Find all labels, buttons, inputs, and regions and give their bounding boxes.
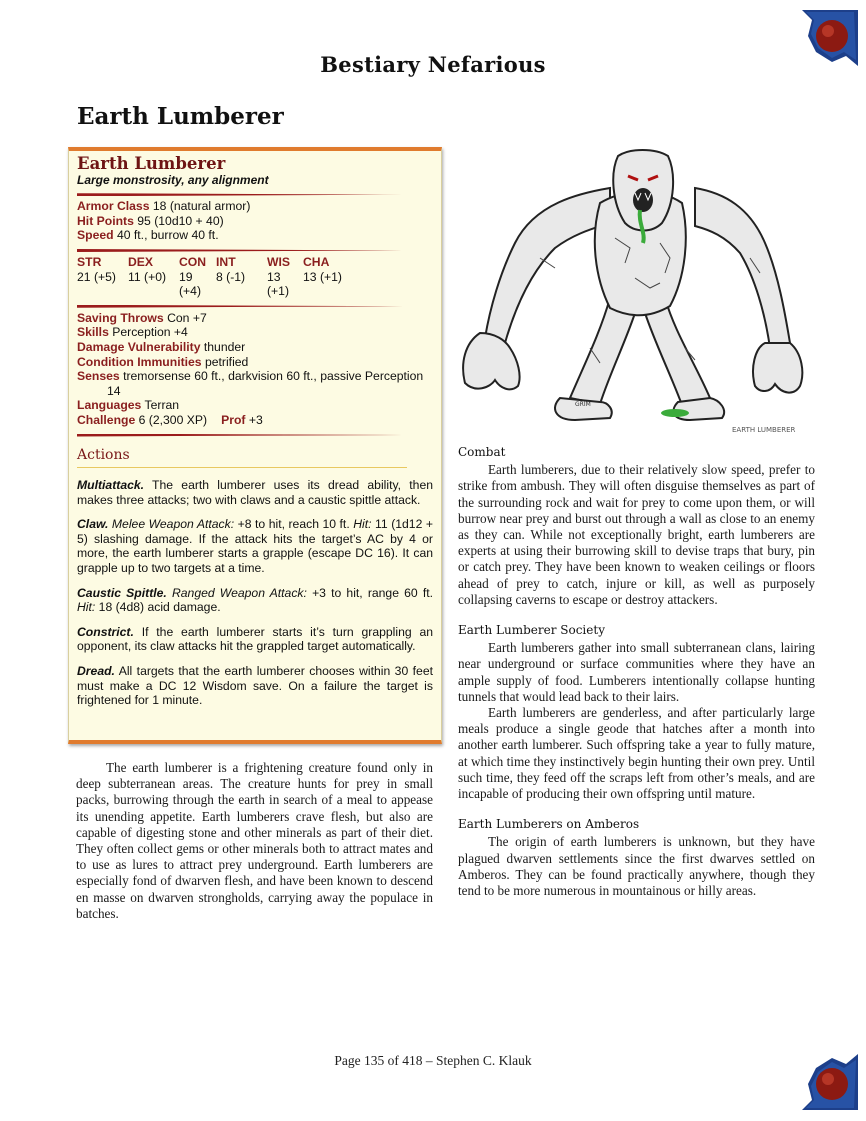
action-constrict: Constrict. If the earth lumberer starts it’s turn grappling an opponent, its claw attacks hit the grappled target automatically. bbox=[77, 624, 433, 654]
ability-name: WIS bbox=[267, 254, 291, 269]
section-heading: Combat bbox=[458, 445, 506, 459]
skills-line: Skills Perception +4 bbox=[77, 325, 188, 340]
body-paragraph: The earth lumberer is a frightening creature found only in deep subterranean areas. The creature hunts for prey in small packs, burrowing through the earth in search of a meal to appease its unending appetite. Earth lumberers crave flesh, but also are capable of digesting stone and other minerals as part of their diet. They often collect gems or other minerals both to attract mates and to use as lures to attract prey underground. Earth lumberers are especially fond of dwarven flesh, and have been known to descend en masse on dwarven strongholds, carrying away the populace in batches. bbox=[76, 760, 433, 921]
action-dread: Dread. All targets that the earth lumberer chooses within 30 feet must make a DC 12 Wisdom save. On a failure the target is frightened for 1 minute. bbox=[77, 664, 433, 708]
statblock-name: Earth Lumberer bbox=[77, 154, 226, 173]
statblock-type: Large monstrosity, any alignment bbox=[77, 172, 269, 187]
action-claw: Claw. Melee Weapon Attack: +8 to hit, reach 10 ft. Hit: 11 (1d12 + 5) slashing damage. If the attack hits the target’s AC by 4 or more, the earth lumberer starts a grapple (escape DC 16). It can grapple up to two targets at a time. bbox=[77, 517, 433, 576]
ability-score: 19 (+4) bbox=[179, 269, 202, 299]
section-heading: Earth Lumberers on Amberos bbox=[458, 817, 640, 832]
section-combat bbox=[458, 444, 815, 608]
body-paragraph: Earth lumberers are genderless, and after particularly large meals produce a single geode that hatches after a month into another earth lumberer. Such offspring take a year to fully mature, at which time they instinctively begin hunting their own prey. Until such time, they feed off the scraps left from other’s meals, and are incapable of producing their own offspring until mature. bbox=[458, 705, 815, 802]
right-column-text bbox=[458, 444, 815, 913]
section-heading: Earth Lumberer Society bbox=[458, 623, 605, 638]
ability-scores-values bbox=[77, 270, 433, 299]
body-paragraph: Earth lumberers, due to their relatively slow speed, prefer to strike from ambush. They will often disguise themselves as part of the surrounding rock and wait for prey to come upon them, or will burrow near prey and burst out through a wall as close to an enemy as they can. While not exceptionally bright, earth lumberers are experts at using their burrowing skill to devise traps that bury, pin or catch prey. They have been known to weaken ceilings or floors ahead of prey to catch, injure or kill, as well as purposely collapsing caverns to escape or destroy attackers. bbox=[458, 462, 815, 607]
armor-class-line: Armor Class 18 (natural armor) bbox=[77, 199, 251, 214]
condition-immunities-line: Condition Immunities petrified bbox=[77, 354, 249, 369]
ability-score: 21 (+5) bbox=[77, 269, 116, 284]
page-title: Earth Lumberer bbox=[77, 103, 284, 130]
stat-block bbox=[68, 147, 442, 744]
book-title: Bestiary Nefarious bbox=[320, 52, 546, 77]
ability-name: INT bbox=[216, 254, 236, 269]
speed-line: Speed 40 ft., burrow 40 ft. bbox=[77, 228, 219, 243]
intro-text bbox=[76, 760, 433, 922]
ability-score: 8 (-1) bbox=[216, 269, 246, 284]
saving-throws-line: Saving Throws Con +7 bbox=[77, 310, 207, 325]
senses-line-continued: 14 bbox=[107, 383, 121, 398]
ability-name: DEX bbox=[128, 254, 154, 269]
challenge-line: Challenge 6 (2,300 XP) Prof +3 bbox=[77, 412, 263, 427]
damage-vulnerability-line: Damage Vulnerability thunder bbox=[77, 339, 246, 354]
ability-score: 13 (+1) bbox=[267, 269, 290, 299]
ability-score: 11 (+0) bbox=[128, 269, 167, 284]
ability-name: CON bbox=[179, 254, 207, 269]
body-paragraph: The origin of earth lumberers is unknown, but they have plagued dwarven settlements since the first dwarves settled on Amberos. They can be found practically anywhere, though they tend to be more numerous in mountainous or hilly areas. bbox=[458, 834, 815, 899]
ability-score: 13 (+1) bbox=[303, 269, 342, 284]
senses-line: Senses tremorsense 60 ft., darkvision 60 ft., passive Perception bbox=[77, 369, 424, 384]
actions-heading: Actions bbox=[77, 446, 130, 463]
ability-name: STR bbox=[77, 254, 102, 269]
section-amberos bbox=[458, 816, 815, 899]
illustration-caption: EARTH LUMBERER bbox=[732, 426, 796, 434]
action-caustic-spittle: Caustic Spittle. Ranged Weapon Attack: +3 to hit, range 60 ft. Hit: 18 (4d8) acid damage. bbox=[77, 585, 433, 615]
languages-line: Languages Terran bbox=[77, 398, 180, 413]
actions-divider bbox=[77, 467, 407, 468]
illustration-signature: GRIM bbox=[575, 401, 591, 408]
ability-scores-header bbox=[77, 255, 433, 270]
action-multiattack: Multiattack. The earth lumberer uses its dread ability, then makes three attacks; two with claws and a caustic spittle attack. bbox=[77, 478, 433, 507]
page-footer: Page 135 of 418 – Stephen C. Klauk bbox=[334, 1053, 532, 1068]
hit-points-line: Hit Points 95 (10d10 + 40) bbox=[77, 213, 224, 228]
earth-lumberer-illustration bbox=[460, 148, 815, 438]
section-society bbox=[458, 622, 815, 802]
ability-name: CHA bbox=[303, 254, 330, 269]
body-paragraph: Earth lumberers gather into small subterranean clans, lairing near underground or surface communities where they have an ample supply of food. Lumberers intentionally collapse hunting tunnels that would lead back to their lairs. bbox=[458, 640, 815, 704]
